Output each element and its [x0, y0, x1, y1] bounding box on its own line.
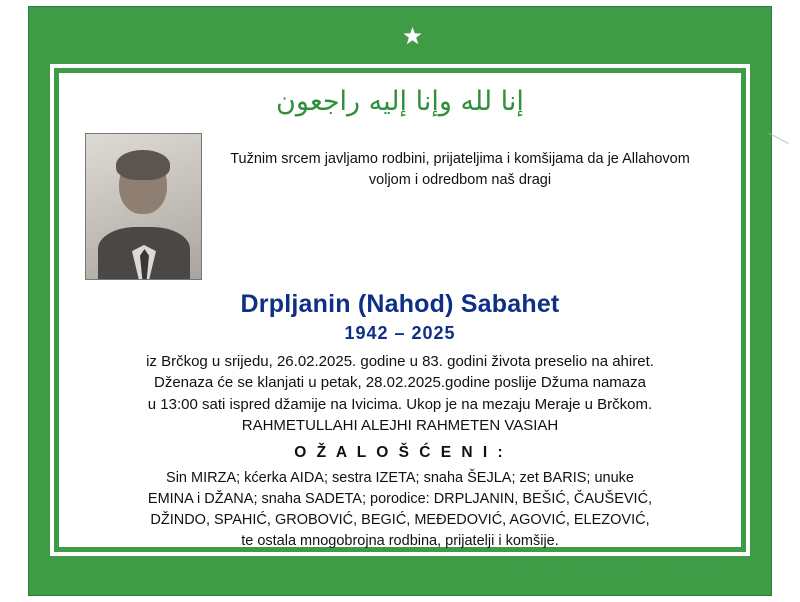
deceased-name: Drpljanin (Nahod) Sabahet: [240, 290, 560, 318]
lede-text: Tužnim srcem javljamo rodbini, prijateljima i komšijama da je Allahovom voljom i odredbom naš dragi: [230, 151, 690, 189]
obituary-card: [28, 6, 772, 596]
notice-outer-frame: [50, 64, 750, 573]
funeral-detail-line: Dženaza će se klanjati u petak, 28.02.2025.godine poslije Džuma namaza: [154, 374, 646, 392]
publisher-credit: JKP Komemorativni centar Tuzla: [503, 555, 721, 573]
arabic-calligraphy: إنا لله وإنا إليه راجعون: [276, 86, 524, 117]
header-row: [75, 131, 725, 280]
life-years: 1942 – 2025: [344, 323, 456, 343]
mourners-line: EMINA i DŽANA; snaha SADETA; porodice: DRPLJANIN, BEŠIĆ, ČAUŠEVIĆ,: [147, 490, 653, 507]
scan-artifact: [769, 133, 789, 144]
portrait-photo: [85, 133, 205, 280]
mourners-list: [75, 468, 725, 552]
mourners-line: te ostala mnogobrojna rodbina, prijatelji i komšije.: [241, 532, 559, 549]
prayer-line: RAHMETULLAHI ALEJHI RAHMETEN VASIAH: [241, 416, 559, 434]
funeral-details: [75, 351, 725, 415]
mourners-heading: O Ž A L O Š Ć E N I :: [294, 443, 506, 461]
mourners-line: DŽINDO, SPAHIĆ, GROBOVIĆ, BEGIĆ, MEĐEDOVIĆ, AGOVIĆ, ELEZOVIĆ,: [150, 511, 650, 528]
notice-inner-frame: [54, 68, 746, 573]
crescent-star-icon: [28, 14, 772, 60]
notice-sheet: [59, 73, 741, 573]
mourners-line: Sin MIRZA; kćerka AIDA; sestra IZETA; snaha ŠEJLA; zet BARIS; unuke: [166, 469, 634, 486]
funeral-detail-line: iz Brčkog u srijedu, 26.02.2025. godine u 83. godini života preselio na ahiret.: [146, 353, 654, 370]
funeral-detail-line: u 13:00 sati ispred džamije na Ivicima. Ukop je na mezaju Meraje u Brčkom.: [147, 395, 653, 413]
